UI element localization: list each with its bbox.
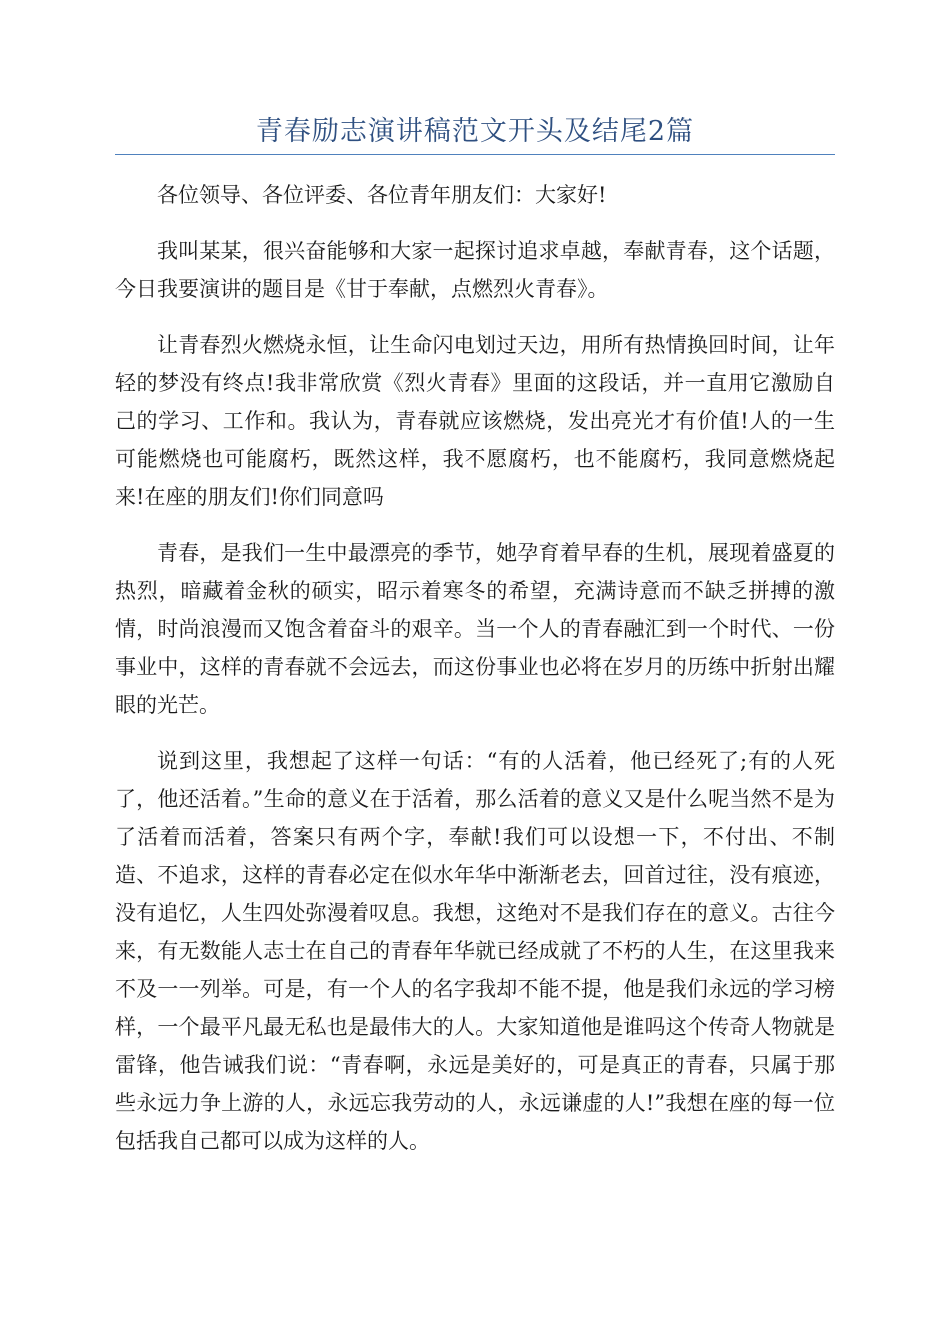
paragraph-meaning-of-life: 说到这里，我想起了这样一句话：“有的人活着，他已经死了;有的人死了，他还活着。”生命的意义在于活着，那么活着的意义又是什么呢当然不是为了活着而活着，答案只有两个字，奉献!我们可以设想一下，不付出、不制造、不追求，这样的青春必定在似水年华中渐渐老去，回首过往，没有痕迹，没有追忆，人生四处弥漫着叹息。我想，这绝对不是我们存在的意义。古往今来，有无数能人志士在自己的青春年华就已经成就了不朽的人生，在这里我来不及一一列举。可是，有一个人的名字我却不能不提，他是我们永远的学习榜样，一个最平凡最无私也是最伟大的人。大家知道他是谁吗这个传奇人物就是雷锋，他告诫我们说：“青春啊，永远是美好的，可是真正的青春，只属于那些永远力争上游的人，永远忘我劳动的人，永远谦虚的人!”我想在座的每一位包括我自己都可以成为这样的人。 [115,749,835,1153]
paragraph-youth-season: 青春，是我们一生中最漂亮的季节，她孕育着早春的生机，展现着盛夏的热烈，暗藏着金秋的硕实，昭示着寒冬的希望，充满诗意而不缺乏拼搏的激情，时尚浪漫而又饱含着奋斗的艰辛。当一个人的青春融汇到一个时代、一份事业中，这样的青春就不会远去，而这份事业也必将在岁月的历练中折射出耀眼的光芒。 [115,541,835,717]
document-body [115,176,835,1178]
paragraph-introduction: 我叫某某，很兴奋能够和大家一起探讨追求卓越，奉献青春，这个话题，今日我要演讲的题目是《甘于奉献，点燃烈火青春》。 [115,239,835,301]
title-underline [115,154,835,155]
paragraph-burning-youth: 让青春烈火燃烧永恒，让生命闪电划过天边，用所有热情换回时间，让年轻的梦没有终点!我非常欣赏《烈火青春》里面的这段话，并一直用它激励自己的学习、工作和。我认为，青春就应该燃烧，发出亮光才有价值!人的一生可能燃烧也可能腐朽，既然这样，我不愿腐朽，也不能腐朽，我同意燃烧起来!在座的朋友们!你们同意吗 [115,333,835,509]
document-title: 青春励志演讲稿范文开头及结尾2篇 [255,116,695,147]
paragraph-greeting: 各位领导、各位评委、各位青年朋友们：大家好! [157,183,607,207]
